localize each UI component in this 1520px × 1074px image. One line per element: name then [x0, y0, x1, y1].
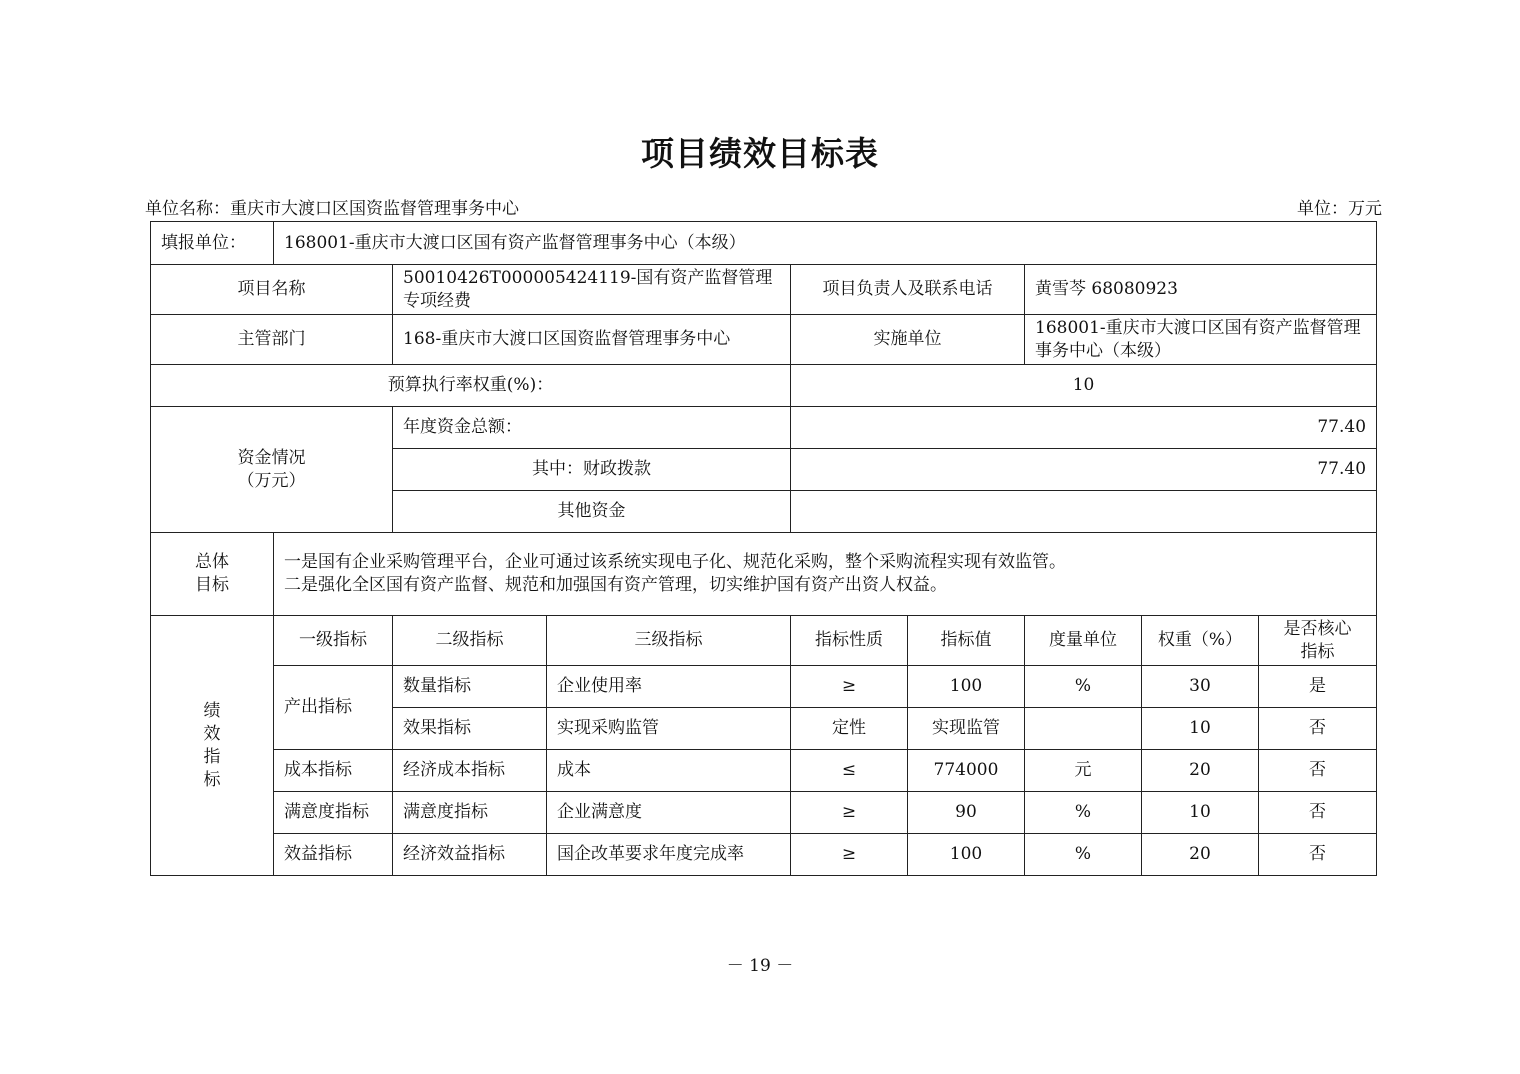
- budget-row: [151, 365, 1377, 407]
- header-core: [1259, 616, 1377, 666]
- header-weight: 权重（%）: [1142, 616, 1259, 666]
- header-level1: 一级指标: [274, 616, 393, 666]
- cell-weight: 20: [1142, 750, 1259, 792]
- funds-label: [151, 407, 393, 533]
- side-char: 绩: [203, 700, 221, 721]
- cell-level3: 企业满意度: [547, 792, 791, 834]
- dept-label: 主管部门: [151, 315, 393, 365]
- cell-level3: 成本: [547, 750, 791, 792]
- cell-value: 90: [908, 792, 1025, 834]
- cell-level3: 国企改革要求年度完成率: [547, 834, 791, 876]
- page-title: 项目绩效目标表: [641, 134, 879, 173]
- project-contact-value: 黄雪芩 68080923: [1025, 265, 1377, 315]
- cell-unit: %: [1025, 834, 1142, 876]
- header-core-line2: 指标: [1300, 641, 1335, 662]
- cell-value: 实现监管: [908, 708, 1025, 750]
- cell-nature: ≤: [791, 750, 908, 792]
- cell-level2: 经济成本指标: [393, 750, 547, 792]
- cell-core: 否: [1259, 708, 1377, 750]
- cell-unit: [1025, 708, 1142, 750]
- cell-level2: 效果指标: [393, 708, 547, 750]
- table-row: [151, 834, 1377, 876]
- table-row: [151, 666, 1377, 708]
- impl-unit-label: 实施单位: [791, 315, 1025, 365]
- cell-core: 否: [1259, 750, 1377, 792]
- goal-line-1: 一是国有企业采购管理平台，企业可通过该系统实现电子化、规范化采购，整个采购流程实现有效监管。: [284, 552, 1066, 572]
- funds-fiscal-label: 其中：财政拨款: [393, 449, 791, 491]
- cell-level1: 成本指标: [274, 750, 393, 792]
- project-name-value: 50010426T000005424119-国有资产监督管理专项经费: [393, 265, 791, 315]
- header-value: 指标值: [908, 616, 1025, 666]
- goal-row: [151, 533, 1377, 616]
- performance-target-table: [150, 221, 1377, 876]
- impl-unit-value: 168001-重庆市大渡口区国有资产监督管理事务中心（本级）: [1025, 315, 1377, 365]
- project-row: [151, 265, 1377, 315]
- dept-value: 168-重庆市大渡口区国资监督管理事务中心: [393, 315, 791, 365]
- cell-level2: 经济效益指标: [393, 834, 547, 876]
- cell-weight: 20: [1142, 834, 1259, 876]
- goal-label-line2: 目标: [195, 575, 229, 595]
- cell-unit: 元: [1025, 750, 1142, 792]
- budget-weight-label: 预算执行率权重(%)：: [151, 365, 791, 407]
- side-char: 标: [203, 769, 221, 790]
- fill-unit-row: [151, 222, 1377, 265]
- cell-weight: 10: [1142, 708, 1259, 750]
- fill-unit-value: 168001-重庆市大渡口区国有资产监督管理事务中心（本级）: [274, 222, 1377, 265]
- cell-level2: 数量指标: [393, 666, 547, 708]
- header-core-line1: 是否核心: [1283, 618, 1352, 639]
- cell-nature: ≥: [791, 792, 908, 834]
- cell-level1: 效益指标: [274, 834, 393, 876]
- table-row: [151, 750, 1377, 792]
- dept-row: [151, 315, 1377, 365]
- cell-unit: %: [1025, 666, 1142, 708]
- cell-level1: 满意度指标: [274, 792, 393, 834]
- goal-line-2: 二是强化全区国有资产监督、规范和加强国有资产管理，切实维护国有资产出资人权益。: [284, 575, 947, 595]
- funds-total-row: [151, 407, 1377, 449]
- indicator-header-row: [151, 616, 1377, 666]
- funds-label-line2: （万元）: [237, 470, 306, 491]
- funds-other-value: [791, 491, 1377, 533]
- header-nature: 指标性质: [791, 616, 908, 666]
- cell-value: 100: [908, 834, 1025, 876]
- cell-nature: ≥: [791, 834, 908, 876]
- funds-fiscal-value: 77.40: [791, 449, 1377, 491]
- funds-label-line1: 资金情况: [237, 447, 306, 468]
- currency-unit: 单位：万元: [1297, 199, 1382, 219]
- table-row: [151, 792, 1377, 834]
- goal-label: [151, 533, 274, 616]
- cell-core: 否: [1259, 834, 1377, 876]
- goal-label-line1: 总体: [195, 552, 229, 572]
- output-indicator-label: 产出指标: [274, 666, 393, 750]
- budget-weight-value: 10: [791, 365, 1377, 407]
- header-level2: 二级指标: [393, 616, 547, 666]
- page-number: － 19 －: [726, 956, 794, 976]
- unit-name: 单位名称：重庆市大渡口区国资监督管理事务中心: [145, 199, 519, 219]
- funds-other-label: 其他资金: [393, 491, 791, 533]
- cell-value: 100: [908, 666, 1025, 708]
- cell-level3: 实现采购监管: [547, 708, 791, 750]
- side-char: 指: [203, 746, 221, 767]
- cell-weight: 30: [1142, 666, 1259, 708]
- cell-nature: ≥: [791, 666, 908, 708]
- project-contact-label: 项目负责人及联系电话: [791, 265, 1025, 315]
- header-level3: 三级指标: [547, 616, 791, 666]
- cell-unit: %: [1025, 792, 1142, 834]
- funds-total-label: 年度资金总额：: [393, 407, 791, 449]
- fill-unit-label: 填报单位：: [151, 222, 274, 265]
- side-char: 效: [203, 723, 221, 744]
- cell-core: 是: [1259, 666, 1377, 708]
- cell-weight: 10: [1142, 792, 1259, 834]
- indicator-side-label: [151, 616, 274, 876]
- cell-nature: 定性: [791, 708, 908, 750]
- cell-level3: 企业使用率: [547, 666, 791, 708]
- goal-text: [274, 533, 1377, 616]
- cell-level2: 满意度指标: [393, 792, 547, 834]
- funds-total-value: 77.40: [791, 407, 1377, 449]
- cell-value: 774000: [908, 750, 1025, 792]
- header-unit: 度量单位: [1025, 616, 1142, 666]
- cell-core: 否: [1259, 792, 1377, 834]
- project-name-label: 项目名称: [151, 265, 393, 315]
